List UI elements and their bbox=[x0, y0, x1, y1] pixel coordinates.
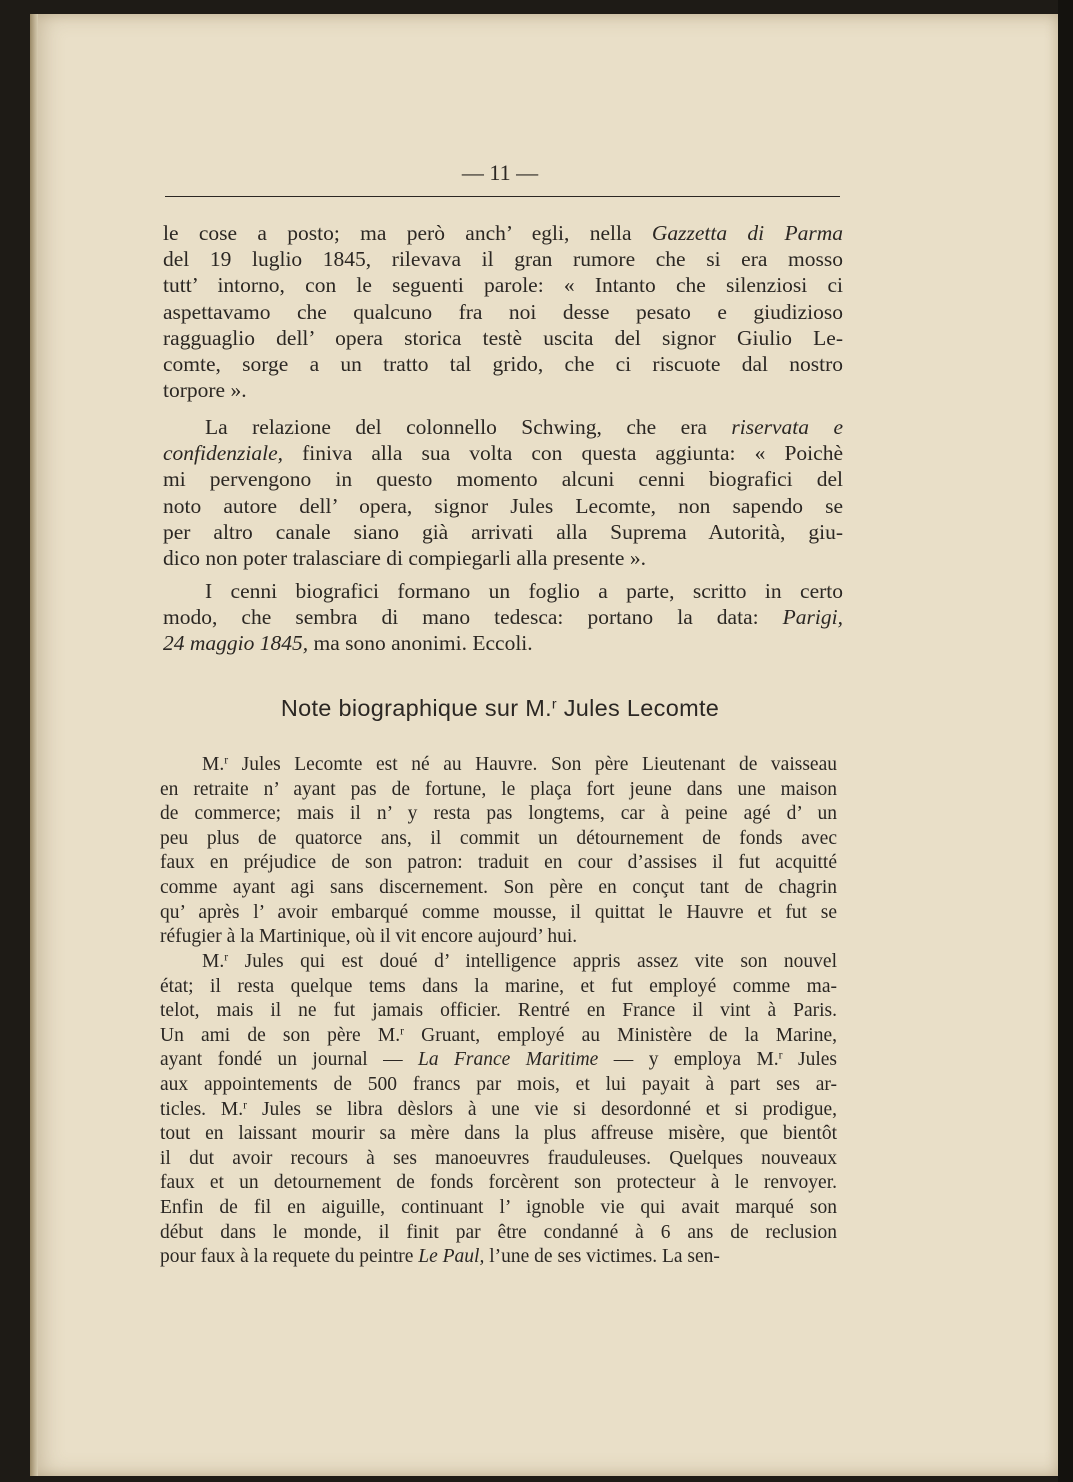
italian-paragraph-2 bbox=[163, 414, 843, 571]
text-line bbox=[160, 1221, 837, 1246]
text-run: comte, sorge a un tratto tal grido, che ci riscuote dal nostro bbox=[163, 352, 843, 377]
text-run: Jules bbox=[782, 1049, 838, 1071]
text-run: Un ami de son père M. bbox=[160, 1024, 401, 1046]
text-run: telot, mais il ne fut jamais officier. Rentré en France il vint à Paris. bbox=[160, 1000, 837, 1022]
text-run: Jules Lecomte est né au Hauvre. Son père Lieutenant de vaisseau bbox=[228, 754, 837, 775]
text-run: Gruant, employé au Ministère de la Marine, bbox=[403, 1024, 837, 1046]
text-run: il dut avoir recours à ses manoeuvres frauduleuses. Quelques nouveaux bbox=[160, 1147, 837, 1169]
text-line bbox=[160, 901, 837, 926]
text-line bbox=[160, 753, 837, 778]
italic-text: 24 maggio 1845, bbox=[163, 631, 309, 656]
italic-text: Le Paul, bbox=[418, 1246, 485, 1268]
superscript: r bbox=[778, 1048, 783, 1062]
page-number: — 11 — bbox=[461, 160, 539, 185]
text-run: del 19 luglio 1845, rilevava il gran rumore che si era mosso bbox=[163, 247, 843, 272]
text-line bbox=[163, 440, 843, 466]
superscript: r bbox=[224, 753, 229, 767]
text-run: I cenni biografici formano un foglio a parte, scritto in certo bbox=[205, 579, 843, 603]
section-heading-superscript: r bbox=[551, 695, 557, 712]
superscript: r bbox=[243, 1098, 248, 1112]
text-run: tutt’ intorno, con le seguenti parole: « Intanto che silenziosi ci bbox=[163, 273, 843, 298]
text-run: aspettavamo che qualcuno fra noi desse pesato e giudizioso bbox=[163, 299, 843, 324]
text-line bbox=[163, 220, 843, 246]
text-run: ayant fondé un journal — bbox=[160, 1049, 418, 1071]
section-heading-name: Jules Lecomte bbox=[556, 695, 720, 721]
text-line bbox=[160, 925, 837, 950]
text-line bbox=[160, 802, 837, 827]
text-run: modo, che sembra di mano tedesca: portano la data: bbox=[163, 605, 783, 630]
superscript: r bbox=[400, 1024, 404, 1038]
text-run: ticles. M. bbox=[160, 1098, 244, 1120]
text-line bbox=[163, 414, 843, 440]
text-run: comme ayant agi sans discernement. Son père en conçut tant de chagrin bbox=[160, 876, 837, 898]
italic-text: riservata e bbox=[731, 415, 843, 439]
text-run: pour faux à la requete du peintre bbox=[160, 1246, 419, 1268]
text-line bbox=[160, 1098, 837, 1123]
text-run: début dans le monde, il finit par être condanné à 6 ans de reclusion bbox=[160, 1221, 837, 1243]
text-run: en retraite n’ ayant pas de fortune, le plaça fort jeune dans une maison bbox=[160, 778, 837, 800]
text-run: état; il resta quelque tems dans la marine, et fut employé comme ma- bbox=[160, 975, 837, 997]
text-line bbox=[160, 975, 837, 1000]
text-run: de commerce; mais il n’ y resta pas longtems, car à peine agé d’ un bbox=[160, 803, 837, 825]
italic-text: Parigi, bbox=[782, 605, 843, 630]
text-line bbox=[160, 1196, 837, 1221]
text-line bbox=[163, 604, 843, 630]
italic-text: Gazzetta di Parma bbox=[651, 221, 844, 245]
italic-text: confidenziale, bbox=[163, 441, 284, 466]
text-line bbox=[160, 1073, 837, 1098]
text-line bbox=[163, 466, 843, 492]
text-run: M. bbox=[202, 754, 225, 775]
text-run: tout en laissant mourir sa mère dans la plus affreuse misère, que bientôt bbox=[160, 1123, 837, 1145]
text-run: Jules se libra dèslors à une vie si desordonné et si prodigue, bbox=[247, 1098, 837, 1120]
text-line bbox=[160, 1245, 837, 1270]
text-line bbox=[163, 377, 843, 403]
text-line bbox=[160, 999, 837, 1024]
text-line bbox=[160, 1171, 837, 1196]
text-line bbox=[163, 246, 843, 272]
italian-paragraph-3 bbox=[163, 578, 843, 657]
text-run: torpore ». bbox=[163, 378, 247, 403]
text-line bbox=[160, 1048, 837, 1073]
text-run: per altro canale siano già arrivati alla Suprema Autorità, giu- bbox=[163, 519, 843, 544]
text-line bbox=[163, 493, 843, 519]
text-run: ma sono anonimi. Eccoli. bbox=[308, 631, 533, 656]
text-line bbox=[163, 519, 843, 545]
section-heading-text: Note biographique sur M. bbox=[280, 695, 552, 721]
section-heading bbox=[160, 695, 840, 722]
text-line bbox=[163, 578, 843, 604]
text-run: dico non poter tralasciare di compiegarli alla presente ». bbox=[163, 546, 646, 571]
french-paragraph-1 bbox=[160, 753, 837, 950]
text-run: mi pervengono in questo momento alcuni cenni biografici del bbox=[163, 467, 843, 492]
text-line bbox=[160, 1024, 837, 1049]
header-rule bbox=[165, 196, 840, 197]
superscript: r bbox=[224, 950, 229, 964]
text-run: noto autore dell’ opera, signor Jules Lecomte, non sapendo se bbox=[163, 493, 843, 518]
text-line bbox=[163, 630, 843, 656]
text-line bbox=[160, 851, 837, 876]
text-run: La relazione del colonnello Schwing, che era bbox=[205, 415, 732, 439]
text-run: réfugier à la Martinique, où il vit encore aujourd’ hui. bbox=[160, 926, 578, 948]
text-line bbox=[163, 325, 843, 351]
text-run: faux et un detournement de fonds forcèrent son protecteur à le renvoyer. bbox=[160, 1172, 837, 1194]
text-run: l’une de ses victimes. La sen- bbox=[484, 1246, 720, 1268]
text-line bbox=[163, 272, 843, 298]
text-run: faux en préjudice de son patron: traduit en cour d’assises il fut acquitté bbox=[160, 852, 837, 874]
text-run: finiva alla sua volta con questa aggiunta: « Poichè bbox=[283, 441, 843, 466]
text-line bbox=[163, 299, 843, 325]
text-line bbox=[160, 950, 837, 975]
text-line bbox=[163, 545, 843, 571]
scan-border bbox=[1058, 0, 1073, 1482]
text-run: M. bbox=[202, 951, 225, 972]
french-paragraph-2 bbox=[160, 950, 837, 1270]
text-run: — y employa M. bbox=[598, 1049, 779, 1071]
text-run: Enfin de fil en aiguille, continuant l’ ignoble vie qui avait marqué son bbox=[160, 1196, 837, 1218]
text-line bbox=[160, 827, 837, 852]
italian-paragraph-1 bbox=[163, 220, 843, 403]
text-run: qu’ après l’ avoir embarqué comme mousse, il quittat le Hauvre et fut se bbox=[160, 901, 837, 923]
text-run: aux appointements de 500 francs par mois, et lui payait à part ses ar- bbox=[160, 1073, 837, 1095]
text-run: Jules qui est doué d’ intelligence appris assez vite son nouvel bbox=[228, 951, 837, 972]
text-run: le cose a posto; ma però anch’ egli, nella bbox=[163, 221, 652, 245]
text-run: ragguaglio dell’ opera storica testè uscita del signor Giulio Le- bbox=[163, 325, 843, 350]
text-line bbox=[160, 1122, 837, 1147]
page-fold-shadow bbox=[30, 14, 38, 1476]
text-line bbox=[160, 1147, 837, 1172]
text-line bbox=[163, 351, 843, 377]
text-line bbox=[160, 778, 837, 803]
italic-text: La France Maritime bbox=[418, 1049, 599, 1071]
text-line bbox=[160, 876, 837, 901]
text-run: peu plus de quatorce ans, il commit un détournement de fonds avec bbox=[160, 827, 837, 849]
